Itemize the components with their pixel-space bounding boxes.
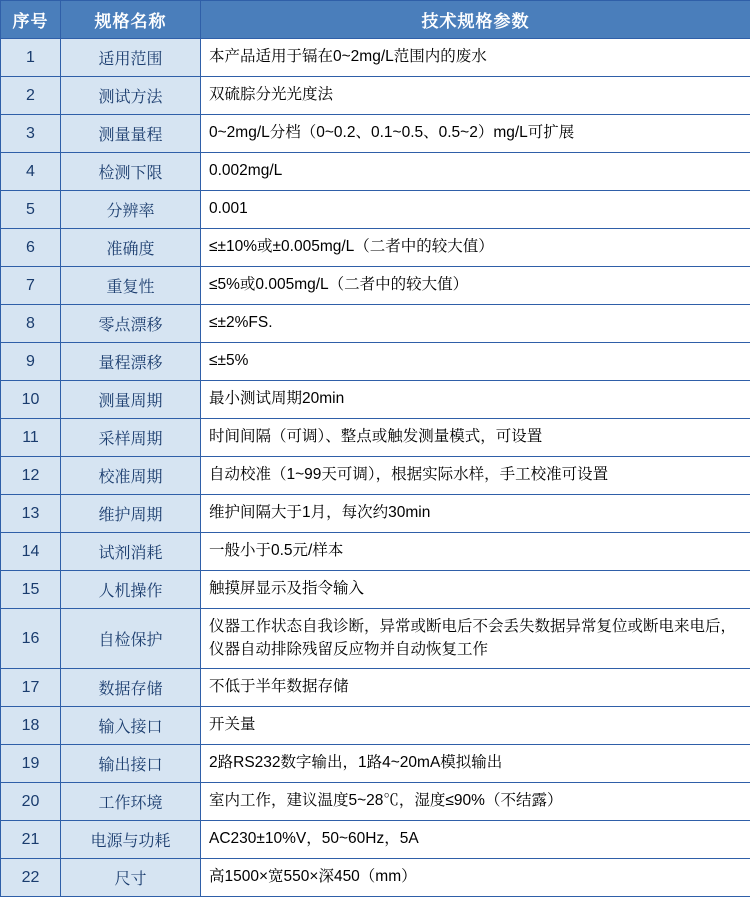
cell-value: 双硫腙分光光度法: [201, 77, 750, 115]
cell-value: 2路RS232数字输出，1路4~20mA模拟输出: [201, 745, 750, 783]
table-row: [1, 745, 750, 783]
table-row: [1, 707, 750, 745]
cell-index: 4: [1, 153, 61, 191]
cell-index: 20: [1, 783, 61, 821]
cell-index: 21: [1, 821, 61, 859]
cell-name: 电源与功耗: [61, 821, 201, 859]
cell-name: 数据存储: [61, 669, 201, 707]
cell-name: 自检保护: [61, 609, 201, 669]
cell-name: 采样周期: [61, 419, 201, 457]
table-row: [1, 115, 750, 153]
table-body: [1, 39, 750, 897]
cell-index: 2: [1, 77, 61, 115]
cell-name: 适用范围: [61, 39, 201, 77]
cell-value: ≤±2%FS.: [201, 305, 750, 343]
cell-value: 仪器工作状态自我诊断，异常或断电后不会丢失数据异常复位或断电来电后，仪器自动排除残留反应物并自动恢复工作: [201, 609, 750, 669]
table-row: [1, 609, 750, 669]
cell-index: 7: [1, 267, 61, 305]
cell-value: 触摸屏显示及指令输入: [201, 571, 750, 609]
cell-name: 工作环境: [61, 783, 201, 821]
cell-value: 维护间隔大于1月，每次约30min: [201, 495, 750, 533]
cell-index: 10: [1, 381, 61, 419]
cell-name: 维护周期: [61, 495, 201, 533]
cell-value: 0.001: [201, 191, 750, 229]
cell-value: 自动校准（1~99天可调），根据实际水样，手工校准可设置: [201, 457, 750, 495]
table-row: [1, 381, 750, 419]
cell-index: 15: [1, 571, 61, 609]
cell-index: 17: [1, 669, 61, 707]
cell-index: 13: [1, 495, 61, 533]
cell-value: 本产品适用于镉在0~2mg/L范围内的废水: [201, 39, 750, 77]
cell-value: 最小测试周期20min: [201, 381, 750, 419]
cell-name: 测量量程: [61, 115, 201, 153]
cell-name: 输出接口: [61, 745, 201, 783]
table-row: [1, 783, 750, 821]
cell-value: 高1500×宽550×深450（mm）: [201, 859, 750, 897]
cell-index: 6: [1, 229, 61, 267]
table-row: [1, 669, 750, 707]
table-row: [1, 305, 750, 343]
cell-value: 开关量: [201, 707, 750, 745]
table-row: [1, 533, 750, 571]
table-row: [1, 153, 750, 191]
table-row: [1, 229, 750, 267]
table-row: [1, 343, 750, 381]
cell-value: 0.002mg/L: [201, 153, 750, 191]
cell-index: 1: [1, 39, 61, 77]
table-row: [1, 821, 750, 859]
cell-value: 不低于半年数据存储: [201, 669, 750, 707]
cell-value: 一般小于0.5元/样本: [201, 533, 750, 571]
cell-value: 时间间隔（可调）、整点或触发测量模式，可设置: [201, 419, 750, 457]
cell-name: 测试方法: [61, 77, 201, 115]
table-row: [1, 419, 750, 457]
table-row: [1, 39, 750, 77]
cell-name: 输入接口: [61, 707, 201, 745]
cell-index: 3: [1, 115, 61, 153]
cell-name: 零点漂移: [61, 305, 201, 343]
table-row: [1, 267, 750, 305]
cell-index: 8: [1, 305, 61, 343]
column-header-index: 序号: [1, 1, 61, 39]
cell-value: ≤±10%或±0.005mg/L（二者中的较大值）: [201, 229, 750, 267]
cell-value: 0~2mg/L分档（0~0.2、0.1~0.5、0.5~2）mg/L可扩展: [201, 115, 750, 153]
cell-index: 12: [1, 457, 61, 495]
cell-value: 室内工作，建议温度5~28℃，湿度≤90%（不结露）: [201, 783, 750, 821]
cell-name: 校准周期: [61, 457, 201, 495]
table-row: [1, 859, 750, 897]
table-header: [1, 1, 750, 39]
table-row: [1, 571, 750, 609]
table-row: [1, 191, 750, 229]
cell-index: 14: [1, 533, 61, 571]
cell-name: 试剂消耗: [61, 533, 201, 571]
cell-index: 9: [1, 343, 61, 381]
cell-name: 尺寸: [61, 859, 201, 897]
cell-name: 检测下限: [61, 153, 201, 191]
cell-index: 5: [1, 191, 61, 229]
cell-value: AC230±10%V，50~60Hz，5A: [201, 821, 750, 859]
cell-name: 准确度: [61, 229, 201, 267]
cell-index: 18: [1, 707, 61, 745]
cell-value: ≤5%或0.005mg/L（二者中的较大值）: [201, 267, 750, 305]
cell-index: 16: [1, 609, 61, 669]
column-header-value: 技术规格参数: [201, 1, 750, 39]
cell-name: 重复性: [61, 267, 201, 305]
cell-name: 分辨率: [61, 191, 201, 229]
cell-index: 19: [1, 745, 61, 783]
table-row: [1, 77, 750, 115]
cell-name: 测量周期: [61, 381, 201, 419]
table-row: [1, 495, 750, 533]
table-row: [1, 457, 750, 495]
cell-name: 人机操作: [61, 571, 201, 609]
cell-index: 22: [1, 859, 61, 897]
cell-name: 量程漂移: [61, 343, 201, 381]
cell-index: 11: [1, 419, 61, 457]
cell-value: ≤±5%: [201, 343, 750, 381]
column-header-name: 规格名称: [61, 1, 201, 39]
